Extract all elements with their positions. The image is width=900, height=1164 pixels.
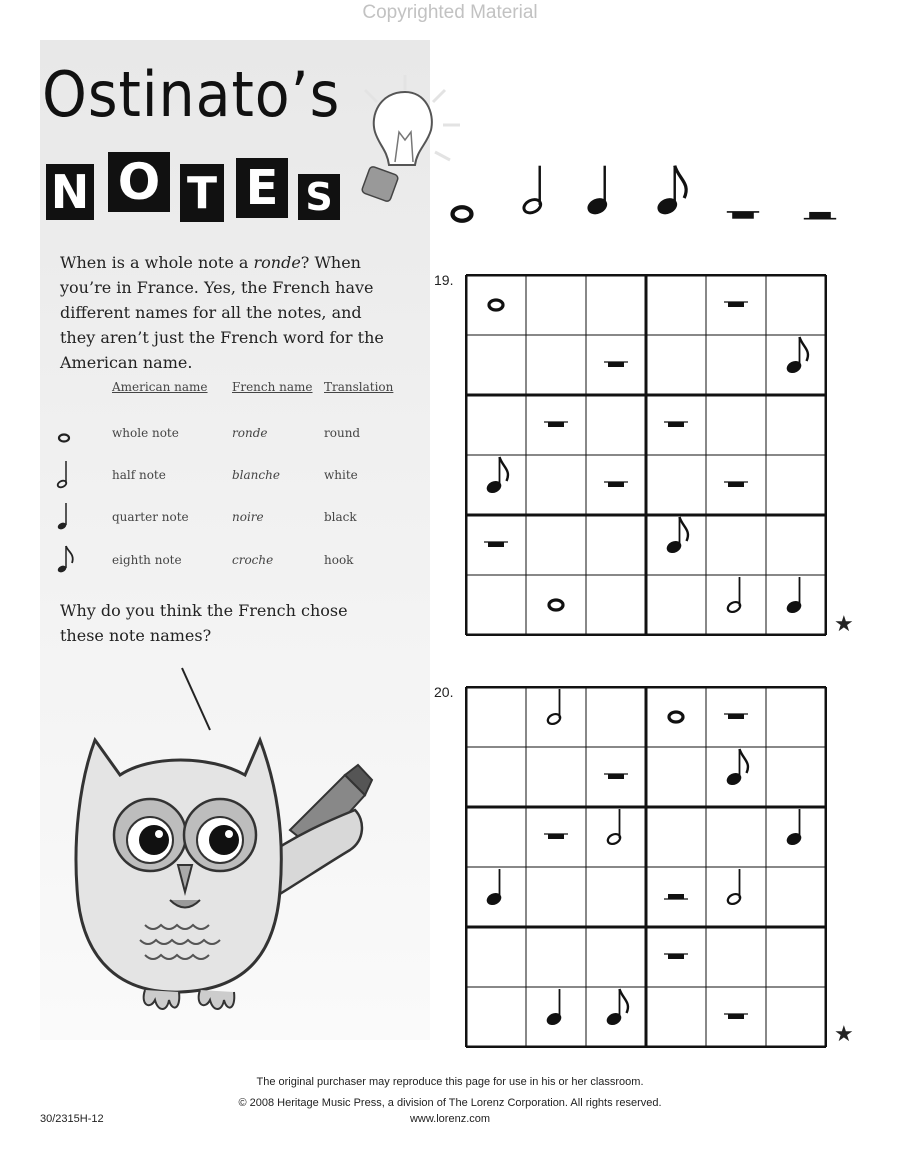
table-row — [60, 545, 400, 575]
grid-cell[interactable] — [648, 989, 704, 1045]
copyright-watermark: Copyrighted Material — [362, 2, 538, 23]
whole-note-icon — [56, 424, 76, 448]
grid-cell[interactable] — [468, 397, 524, 453]
grid-cell[interactable] — [468, 577, 524, 633]
grid-cell[interactable] — [468, 989, 524, 1045]
star-icon: ★ — [834, 612, 854, 637]
grid-cell[interactable] — [708, 577, 764, 633]
puzzle-20-grid — [465, 686, 827, 1048]
translation: white — [324, 468, 358, 482]
whole-symbol — [453, 207, 472, 221]
grid-cell[interactable] — [648, 929, 704, 985]
grid-cell[interactable] — [468, 517, 524, 573]
grid-cell[interactable] — [708, 457, 764, 513]
american-name: quarter note — [112, 510, 189, 524]
grid-cell[interactable] — [528, 577, 584, 633]
grid-cell[interactable] — [648, 689, 704, 745]
grid-cell[interactable] — [768, 277, 824, 333]
grid-cell[interactable] — [588, 457, 644, 513]
puzzle-19-label: 19. — [434, 272, 454, 288]
grid-cell[interactable] — [768, 689, 824, 745]
eighth-note-icon — [56, 543, 78, 575]
grid-cell[interactable] — [588, 749, 644, 805]
grid-cell[interactable] — [768, 337, 824, 393]
grid-cell[interactable] — [588, 929, 644, 985]
footer-website: www.lorenz.com — [409, 1113, 491, 1125]
header-french: French name — [232, 380, 313, 394]
grid-cell[interactable] — [588, 277, 644, 333]
intro-part-1: When is a whole note a — [60, 253, 254, 272]
grid-cell[interactable] — [468, 869, 524, 925]
french-name: noire — [232, 510, 264, 524]
quarter-symbol — [587, 166, 608, 216]
grid-cell[interactable] — [708, 869, 764, 925]
grid-cell[interactable] — [768, 397, 824, 453]
title-letter-n: N — [46, 164, 94, 220]
grid-cell[interactable] — [468, 749, 524, 805]
grid-cell[interactable] — [768, 457, 824, 513]
american-name: half note — [112, 468, 166, 482]
grid-cell[interactable] — [468, 457, 524, 513]
grid-cell[interactable] — [588, 809, 644, 865]
grid-cell[interactable] — [708, 337, 764, 393]
title-letter-t: T — [180, 164, 224, 222]
grid-cell[interactable] — [708, 749, 764, 805]
grid-cell[interactable] — [528, 689, 584, 745]
intro-part-3: ? When you’re in France. Yes, the French have different names for all the notes, and they aren’t just the French word for the American name. — [60, 253, 384, 372]
header-american: American name — [112, 380, 208, 394]
page-title-ostinatos: Ostinato’s — [42, 58, 341, 131]
grid-cell[interactable] — [768, 577, 824, 633]
french-name: blanche — [232, 468, 280, 482]
half-rest-symbol — [804, 212, 836, 219]
grid-cell[interactable] — [588, 517, 644, 573]
translation: hook — [324, 553, 354, 567]
grid-cell[interactable] — [648, 277, 704, 333]
grid-cell[interactable] — [648, 397, 704, 453]
american-name: whole note — [112, 426, 179, 440]
grid-cell[interactable] — [708, 809, 764, 865]
grid-cell[interactable] — [708, 929, 764, 985]
grid-cell[interactable] — [588, 869, 644, 925]
grid-cell[interactable] — [528, 277, 584, 333]
grid-cell[interactable] — [588, 989, 644, 1045]
grid-cell[interactable] — [768, 989, 824, 1045]
grid-cell[interactable] — [468, 929, 524, 985]
grid-cell[interactable] — [468, 809, 524, 865]
grid-cell[interactable] — [768, 869, 824, 925]
title-letter-o: O — [108, 152, 170, 212]
whole-rest-symbol — [727, 212, 759, 219]
grid-cell[interactable] — [528, 989, 584, 1045]
grid-cell[interactable] — [528, 749, 584, 805]
grid-cell[interactable] — [648, 577, 704, 633]
table-row — [60, 418, 400, 448]
grid-cell[interactable] — [708, 277, 764, 333]
eighth-symbol — [657, 166, 686, 216]
footer-reproduce-note: The original purchaser may reproduce this page for use in his or her classroom. — [256, 1076, 644, 1088]
grid-cell[interactable] — [708, 689, 764, 745]
grid-cell[interactable] — [528, 517, 584, 573]
grid-cell[interactable] — [588, 577, 644, 633]
translation: black — [324, 510, 357, 524]
grid-cell[interactable] — [468, 337, 524, 393]
header-translation: Translation — [324, 380, 394, 394]
grid-cell[interactable] — [648, 337, 704, 393]
star-icon: ★ — [834, 1022, 854, 1047]
grid-cell[interactable] — [648, 517, 704, 573]
grid-cell[interactable] — [528, 929, 584, 985]
quarter-note-icon — [56, 500, 76, 532]
owl-illustration — [60, 660, 390, 1040]
puzzle-20-label: 20. — [434, 684, 454, 700]
grid-cell[interactable] — [708, 397, 764, 453]
puzzle-19-grid — [465, 274, 827, 636]
grid-cell[interactable] — [648, 869, 704, 925]
grid-cell[interactable] — [588, 397, 644, 453]
french-name: ronde — [232, 426, 268, 440]
half-symbol — [522, 166, 543, 216]
grid-cell[interactable] — [588, 689, 644, 745]
grid-cell[interactable] — [468, 277, 524, 333]
grid-cell[interactable] — [528, 869, 584, 925]
table-row — [60, 502, 400, 532]
grid-cell[interactable] — [528, 457, 584, 513]
french-name: croche — [232, 553, 274, 567]
grid-cell[interactable] — [768, 929, 824, 985]
intro-part-ronde: ronde — [253, 253, 301, 272]
symbol-legend — [440, 150, 850, 240]
footer-copyright: © 2008 Heritage Music Press, a division of The Lorenz Corporation. All rights reserved. — [238, 1097, 662, 1109]
intro-paragraph — [60, 250, 390, 375]
grid-cell[interactable] — [528, 337, 584, 393]
grid-cell[interactable] — [768, 809, 824, 865]
grid-cell[interactable] — [708, 989, 764, 1045]
grid-cell[interactable] — [768, 749, 824, 805]
catalog-number: 30/2315H-12 — [40, 1113, 104, 1125]
half-note-icon — [56, 458, 76, 490]
grid-cell[interactable] — [528, 397, 584, 453]
grid-cell[interactable] — [528, 809, 584, 865]
grid-cell[interactable] — [708, 517, 764, 573]
grid-cell[interactable] — [648, 749, 704, 805]
grid-cell[interactable] — [468, 689, 524, 745]
grid-cell[interactable] — [648, 457, 704, 513]
title-letter-e: E — [236, 158, 288, 218]
table-row — [60, 460, 400, 490]
grid-cell[interactable] — [588, 337, 644, 393]
translation: round — [324, 426, 361, 440]
grid-cell[interactable] — [648, 809, 704, 865]
grid-cell[interactable] — [768, 517, 824, 573]
question-text: Why do you think the French chose these note names? — [60, 601, 348, 645]
american-name: eighth note — [112, 553, 182, 567]
title-letter-s: S — [298, 174, 340, 220]
